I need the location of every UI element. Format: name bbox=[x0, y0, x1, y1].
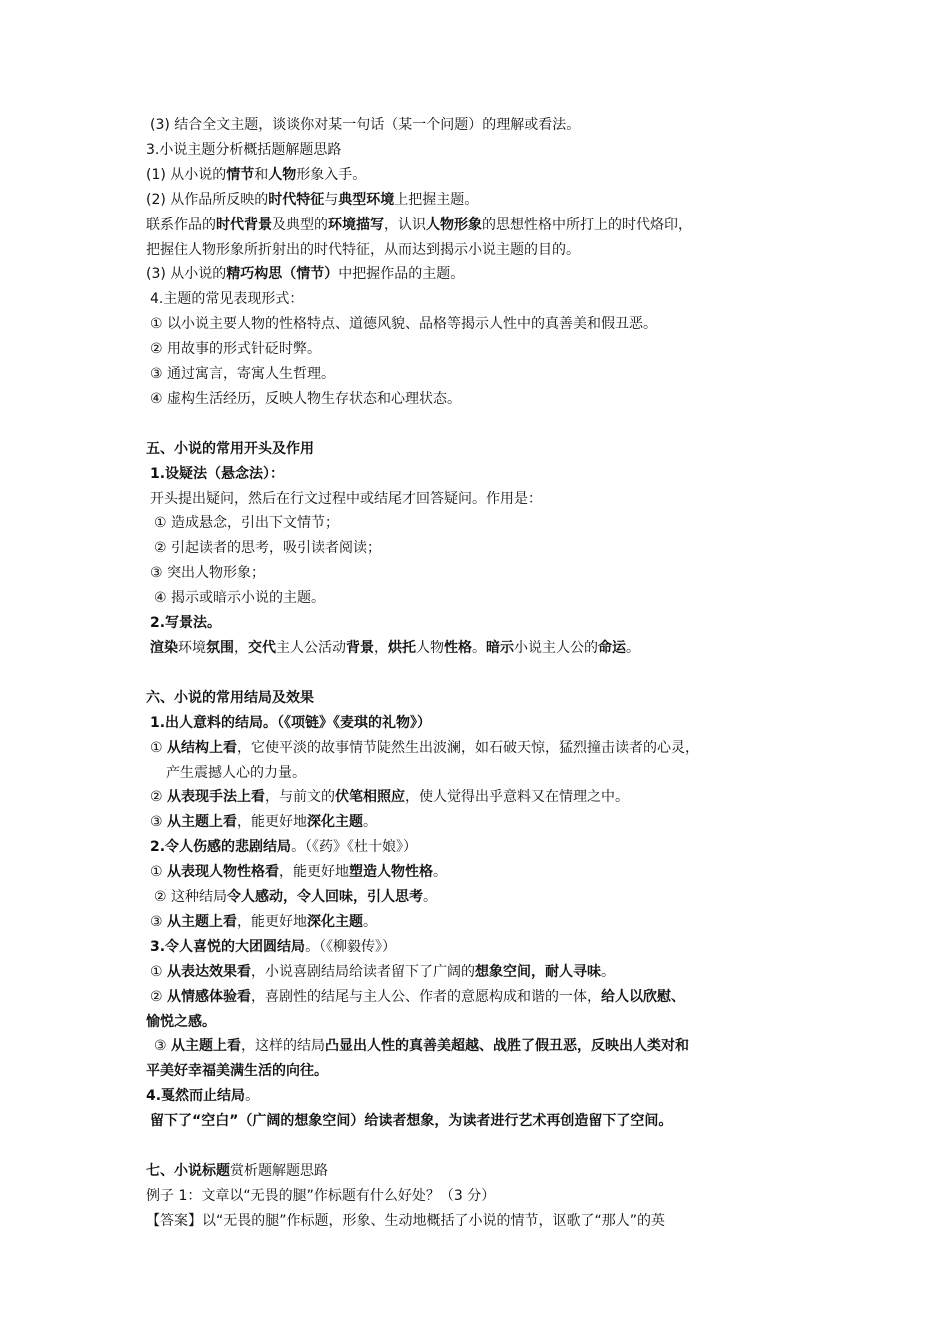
text-line bbox=[154, 589, 325, 607]
text-run: ④ 虚构生活经历，反映人物生存状态和心理状态。 bbox=[150, 391, 461, 407]
text-run: 。 bbox=[433, 864, 448, 880]
text-run: ③ bbox=[150, 914, 168, 930]
text-run: ， bbox=[374, 640, 388, 656]
text-run: 人物 bbox=[416, 640, 444, 656]
text-line bbox=[146, 1187, 495, 1205]
text-run: 。（《药》《杜十娘》） bbox=[291, 839, 418, 855]
bold-text: 1.出人意料的结局。（《项链》《麦琪的礼物》） bbox=[150, 715, 432, 731]
bold-text: 1.设疑法（悬念法）： bbox=[150, 466, 285, 482]
text-line bbox=[146, 1212, 665, 1230]
bold-text: 令人感动，令人回味，引人思考 bbox=[227, 889, 424, 905]
bold-text: 3.令人喜悦的大团圆结局 bbox=[150, 939, 306, 955]
bold-text: 从表现人物性格看 bbox=[167, 864, 280, 880]
text-line bbox=[150, 963, 615, 981]
text-run: 。（《柳毅传》） bbox=[305, 939, 397, 955]
bold-text: 命运 bbox=[598, 640, 626, 656]
text-run: 。 bbox=[363, 914, 378, 930]
bold-text: 愉悦之感。 bbox=[146, 1014, 216, 1030]
bold-text: 典型环境 bbox=[338, 192, 395, 208]
bold-text: 时代特征 bbox=[268, 192, 325, 208]
bold-text: 平美好幸福美满生活的向往。 bbox=[146, 1063, 328, 1079]
bold-text: 暗示 bbox=[486, 640, 514, 656]
text-run: 联系作品的 bbox=[146, 217, 216, 233]
text-run: ③ 突出人物形象； bbox=[150, 565, 266, 581]
text-line bbox=[166, 764, 306, 782]
text-line bbox=[154, 888, 437, 906]
bold-text: 塑造人物性格 bbox=[349, 864, 434, 880]
bold-text: 从结构上看 bbox=[167, 740, 238, 756]
text-run: ，能更好地 bbox=[237, 914, 308, 930]
bold-text: 给人以欣慰、 bbox=[601, 989, 686, 1005]
bold-text: 留下了“空白”（广阔的想象空间）给读者想象，为读者进行艺术再创造留下了空间。 bbox=[150, 1113, 673, 1129]
text-line bbox=[146, 1013, 216, 1031]
text-line bbox=[150, 564, 265, 582]
text-run: 中把握作品的主题。 bbox=[338, 266, 465, 282]
text-run: 赏析题解题思路 bbox=[230, 1163, 328, 1179]
text-run: 。 bbox=[245, 1088, 260, 1104]
text-run: 。 bbox=[363, 814, 378, 830]
text-run: 4.主题的常见表现形式： bbox=[150, 291, 304, 307]
text-run: 例子 1：文章以“无畏的腿”作标题有什么好处？（3 分） bbox=[146, 1188, 496, 1204]
bold-text: 五、小说的常用开头及作用 bbox=[146, 441, 314, 457]
text-line bbox=[150, 465, 284, 483]
bold-text: 人物形象 bbox=[426, 217, 482, 233]
bold-text: 从表达效果看 bbox=[167, 964, 252, 980]
text-line bbox=[146, 1087, 259, 1105]
text-line bbox=[150, 315, 657, 333]
text-run: ④ 揭示或暗示小说的主题。 bbox=[154, 590, 326, 606]
text-line bbox=[150, 490, 542, 508]
text-line bbox=[150, 813, 377, 831]
text-line bbox=[146, 241, 580, 259]
text-line bbox=[146, 1062, 328, 1080]
text-line bbox=[150, 390, 461, 408]
text-line bbox=[150, 739, 699, 757]
text-run: 环境 bbox=[178, 640, 206, 656]
text-run: 开头提出疑问，然后在行文过程中或结尾才回答疑问。作用是： bbox=[150, 491, 542, 507]
text-run: ① bbox=[150, 964, 168, 980]
text-run: ，这样的结局 bbox=[241, 1038, 326, 1054]
text-run: (2) 从作品所反映的 bbox=[146, 192, 269, 208]
bold-text: 从主题上看 bbox=[167, 914, 238, 930]
bold-text: 伏笔相照应 bbox=[335, 789, 406, 805]
text-run: 的思想性格中所打上的时代烙印， bbox=[482, 217, 692, 233]
bold-text: 从表现手法上看 bbox=[167, 789, 266, 805]
bold-text: 人物 bbox=[268, 167, 297, 183]
bold-text: 烘托 bbox=[388, 640, 416, 656]
text-run: 把握住人物形象所折射出的时代特征，从而达到揭示小说主题的目的。 bbox=[146, 242, 580, 258]
text-run: 。 bbox=[626, 640, 640, 656]
text-run: 。 bbox=[472, 640, 486, 656]
bold-text: 性格 bbox=[444, 640, 472, 656]
text-line bbox=[146, 1162, 328, 1180]
bold-text: 2.令人伤感的悲剧结局 bbox=[150, 839, 292, 855]
text-run: 形象入手。 bbox=[296, 167, 367, 183]
text-run: ③ 通过寓言，寄寓人生哲理。 bbox=[150, 366, 336, 382]
text-line bbox=[146, 141, 341, 159]
text-run: ① 以小说主要人物的性格特点、道德风貌、品格等揭示人性中的真善美和假丑恶。 bbox=[150, 316, 657, 332]
text-run: (3) 结合全文主题，谈谈你对某一句话（某一个问题）的理解或看法。 bbox=[150, 117, 581, 133]
text-run: 。 bbox=[423, 889, 438, 905]
text-run: ，小说喜剧结局给读者留下了广阔的 bbox=[251, 964, 476, 980]
text-run: ① bbox=[150, 740, 168, 756]
text-line bbox=[150, 639, 640, 657]
bold-text: 深化主题 bbox=[307, 814, 364, 830]
text-run: ， bbox=[234, 640, 248, 656]
text-run: ，使人觉得出乎意料又在情理之中。 bbox=[405, 789, 630, 805]
text-run: ② 这种结局 bbox=[154, 889, 228, 905]
text-line bbox=[150, 913, 377, 931]
bold-text: 六、小说的常用结局及效果 bbox=[146, 690, 314, 706]
text-line bbox=[150, 365, 335, 383]
bold-text: 凸显出人性的真善美超越、战胜了假丑恶，反映出人类对和 bbox=[325, 1038, 690, 1054]
bold-text: 深化主题 bbox=[307, 914, 364, 930]
text-run: ，与前文的 bbox=[265, 789, 336, 805]
text-line bbox=[146, 216, 692, 234]
text-run: ② 用故事的形式针砭时弊。 bbox=[150, 341, 322, 357]
text-line bbox=[154, 1037, 689, 1055]
text-run: 及典型的 bbox=[272, 217, 328, 233]
bold-text: 环境描写 bbox=[328, 217, 384, 233]
bold-text: 时代背景 bbox=[216, 217, 272, 233]
text-run: 产生震撼人心的力量。 bbox=[166, 765, 306, 781]
bold-text: 精巧构思（情节） bbox=[226, 266, 339, 282]
bold-text: 从主题上看 bbox=[167, 814, 238, 830]
text-run: ① bbox=[150, 864, 168, 880]
bold-text: 从情感体验看 bbox=[167, 989, 252, 1005]
bold-text: 背景 bbox=[346, 640, 374, 656]
bold-text: 4.戛然而止结局 bbox=[146, 1088, 246, 1104]
text-run: ② 引起读者的思考，吸引读者阅读； bbox=[154, 540, 382, 556]
text-run: 3.小说主题分析概括题解题思路 bbox=[146, 142, 342, 158]
text-line bbox=[150, 714, 431, 732]
text-run: ① 造成悬念，引出下文情节； bbox=[154, 515, 340, 531]
text-run: ，它使平淡的故事情节陡然生出波澜，如石破天惊，猛烈撞击读者的心灵， bbox=[237, 740, 700, 756]
text-run: ③ bbox=[154, 1038, 172, 1054]
text-line bbox=[150, 614, 221, 632]
text-line bbox=[146, 191, 478, 209]
text-run: (3) 从小说的 bbox=[146, 266, 227, 282]
text-run: ③ bbox=[150, 814, 168, 830]
text-run: ，认识 bbox=[384, 217, 426, 233]
bold-text: 氛围 bbox=[206, 640, 234, 656]
text-line bbox=[150, 988, 685, 1006]
text-line bbox=[146, 689, 314, 707]
text-run: ，喜剧性的结尾与主人公、作者的意愿构成和谐的一体， bbox=[251, 989, 602, 1005]
text-run: 。 bbox=[601, 964, 616, 980]
bold-text: 情节 bbox=[226, 167, 255, 183]
bold-text: 渲染 bbox=[150, 640, 178, 656]
text-line bbox=[150, 838, 417, 856]
text-run: (1) 从小说的 bbox=[146, 167, 227, 183]
text-run: 上把握主题。 bbox=[394, 192, 479, 208]
text-line bbox=[154, 514, 339, 532]
text-line bbox=[146, 265, 464, 283]
text-run: 【答案】以“无畏的腿”作标题，形象、生动地概括了小说的情节，讴歌了“那人”的英 bbox=[146, 1213, 666, 1229]
text-line bbox=[150, 788, 629, 806]
text-run: ，能更好地 bbox=[237, 814, 308, 830]
text-run: 与 bbox=[324, 192, 339, 208]
text-line bbox=[150, 863, 447, 881]
text-run: 和 bbox=[254, 167, 269, 183]
text-line bbox=[154, 539, 381, 557]
text-line bbox=[150, 1112, 672, 1130]
text-line bbox=[150, 290, 303, 308]
bold-text: 想象空间，耐人寻味 bbox=[475, 964, 602, 980]
text-line bbox=[146, 440, 314, 458]
text-run: 主人公活动 bbox=[276, 640, 346, 656]
text-line bbox=[150, 340, 321, 358]
bold-text: 2.写景法。 bbox=[150, 615, 222, 631]
text-run: ，能更好地 bbox=[279, 864, 350, 880]
text-run: ② bbox=[150, 789, 168, 805]
text-line bbox=[150, 938, 396, 956]
text-line bbox=[150, 116, 580, 134]
bold-text: 交代 bbox=[248, 640, 276, 656]
bold-text: 七、小说标题 bbox=[146, 1163, 230, 1179]
text-line bbox=[146, 166, 366, 184]
bold-text: 从主题上看 bbox=[171, 1038, 242, 1054]
text-run: ② bbox=[150, 989, 168, 1005]
text-run: 小说主人公的 bbox=[514, 640, 598, 656]
